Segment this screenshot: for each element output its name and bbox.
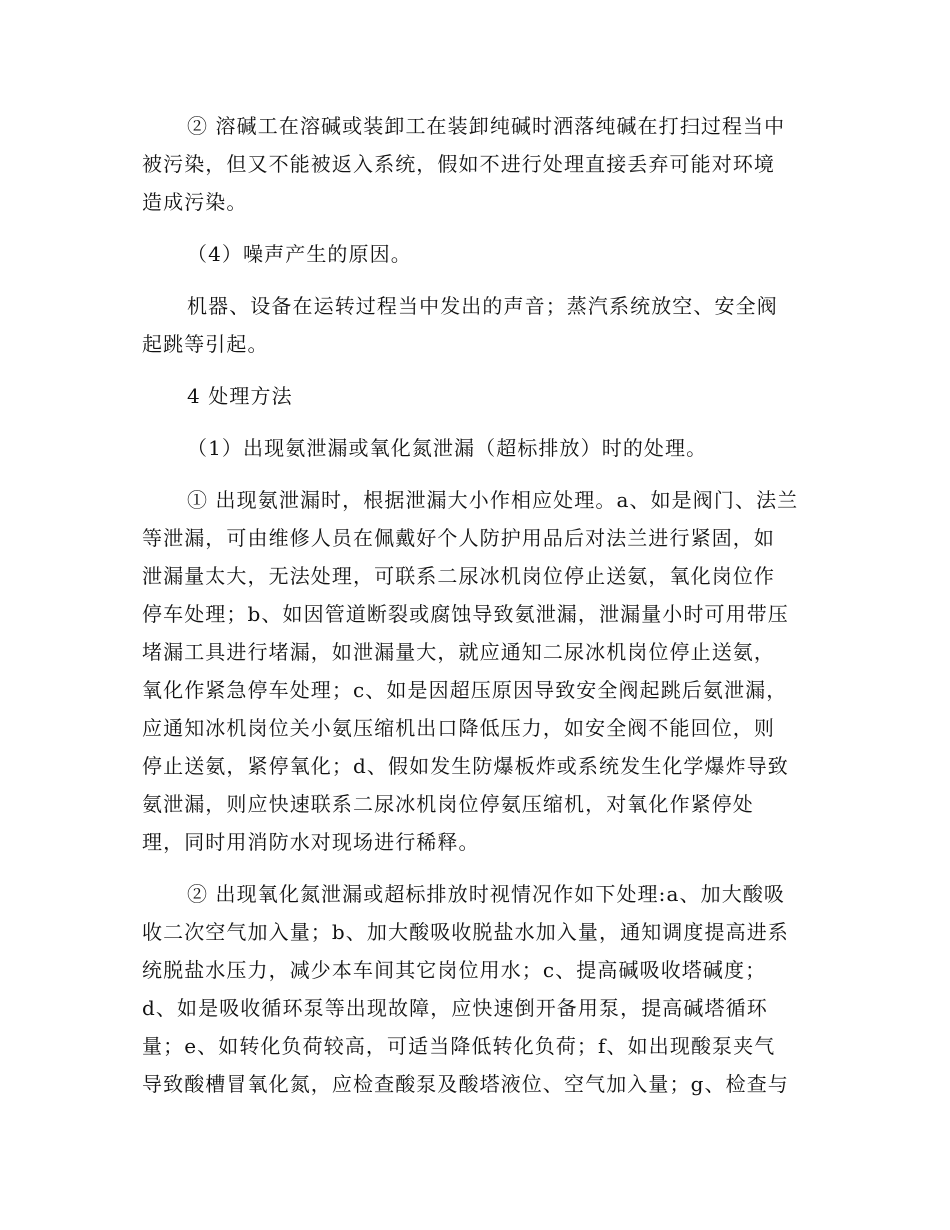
text-line: ① 出现氨泄漏时，根据泄漏大小作相应处理。a、如是阀门、法兰 — [187, 488, 799, 512]
text-line: 造成污染。 — [142, 190, 248, 214]
text-line: 起跳等引起。 — [142, 332, 269, 356]
text-line: 量；e、如转化负荷较高，可适当降低转化负荷；f、如出现酸泵夹气 — [142, 1034, 776, 1058]
text-line: 停车处理；b、如因管道断裂或腐蚀导致氨泄漏，泄漏量小时可用带压 — [142, 602, 789, 626]
text-line: 氧化作紧急停车处理；c、如是因超压原因导致安全阀起跳后氨泄漏， — [142, 678, 788, 702]
text-line: 停止送氨，紧停氧化；d、假如发生防爆板炸或系统发生化学爆炸导致 — [142, 754, 789, 778]
text-line: d、如是吸收循环泵等出现故障，应快速倒开备用泵，提高碱塔循环 — [142, 996, 768, 1020]
text-line: 理，同时用消防水对现场进行稀释。 — [142, 830, 480, 854]
text-line: 被污染，但又不能被返入系统，假如不进行处理直接丢弃可能对环境 — [142, 152, 775, 176]
text-line: ② 出现氧化氮泄漏或超标排放时视情况作如下处理:a、加大酸吸 — [187, 882, 786, 906]
text-line: 应通知冰机岗位关小氨压缩机出口降低压力，如安全阀不能回位，则 — [142, 716, 775, 740]
section-heading: （1）出现氨泄漏或氧化氮泄漏（超标排放）时的处理。 — [187, 436, 708, 460]
text-line: 堵漏工具进行堵漏，如泄漏量大，就应通知二尿冰机岗位停止送氨， — [142, 640, 775, 664]
text-line: ② 溶碱工在溶碱或装卸工在装卸纯碱时洒落纯碱在打扫过程当中 — [187, 114, 786, 138]
text-line: 收二次空气加入量；b、加大酸吸收脱盐水加入量，通知调度提高进系 — [142, 920, 789, 944]
section-heading: （4）噪声产生的原因。 — [187, 242, 412, 266]
text-line: 导致酸槽冒氧化氮，应检查酸泵及酸塔液位、空气加入量；g、检查与 — [142, 1072, 789, 1096]
text-line: 等泄漏，可由维修人员在佩戴好个人防护用品后对法兰进行紧固，如 — [142, 526, 775, 550]
text-line: 氨泄漏，则应快速联系二尿冰机岗位停氨压缩机，对氧化作紧停处 — [142, 792, 754, 816]
section-heading: 4 处理方法 — [187, 384, 293, 408]
text-line: 泄漏量太大，无法处理，可联系二尿冰机岗位停止送氨，氧化岗位作 — [142, 564, 775, 588]
text-line: 机器、设备在运转过程当中发出的声音；蒸汽系统放空、安全阀 — [187, 294, 778, 318]
text-line: 统脱盐水压力，减少本车间其它岗位用水；c、提高碱吸收塔碱度； — [142, 958, 767, 982]
